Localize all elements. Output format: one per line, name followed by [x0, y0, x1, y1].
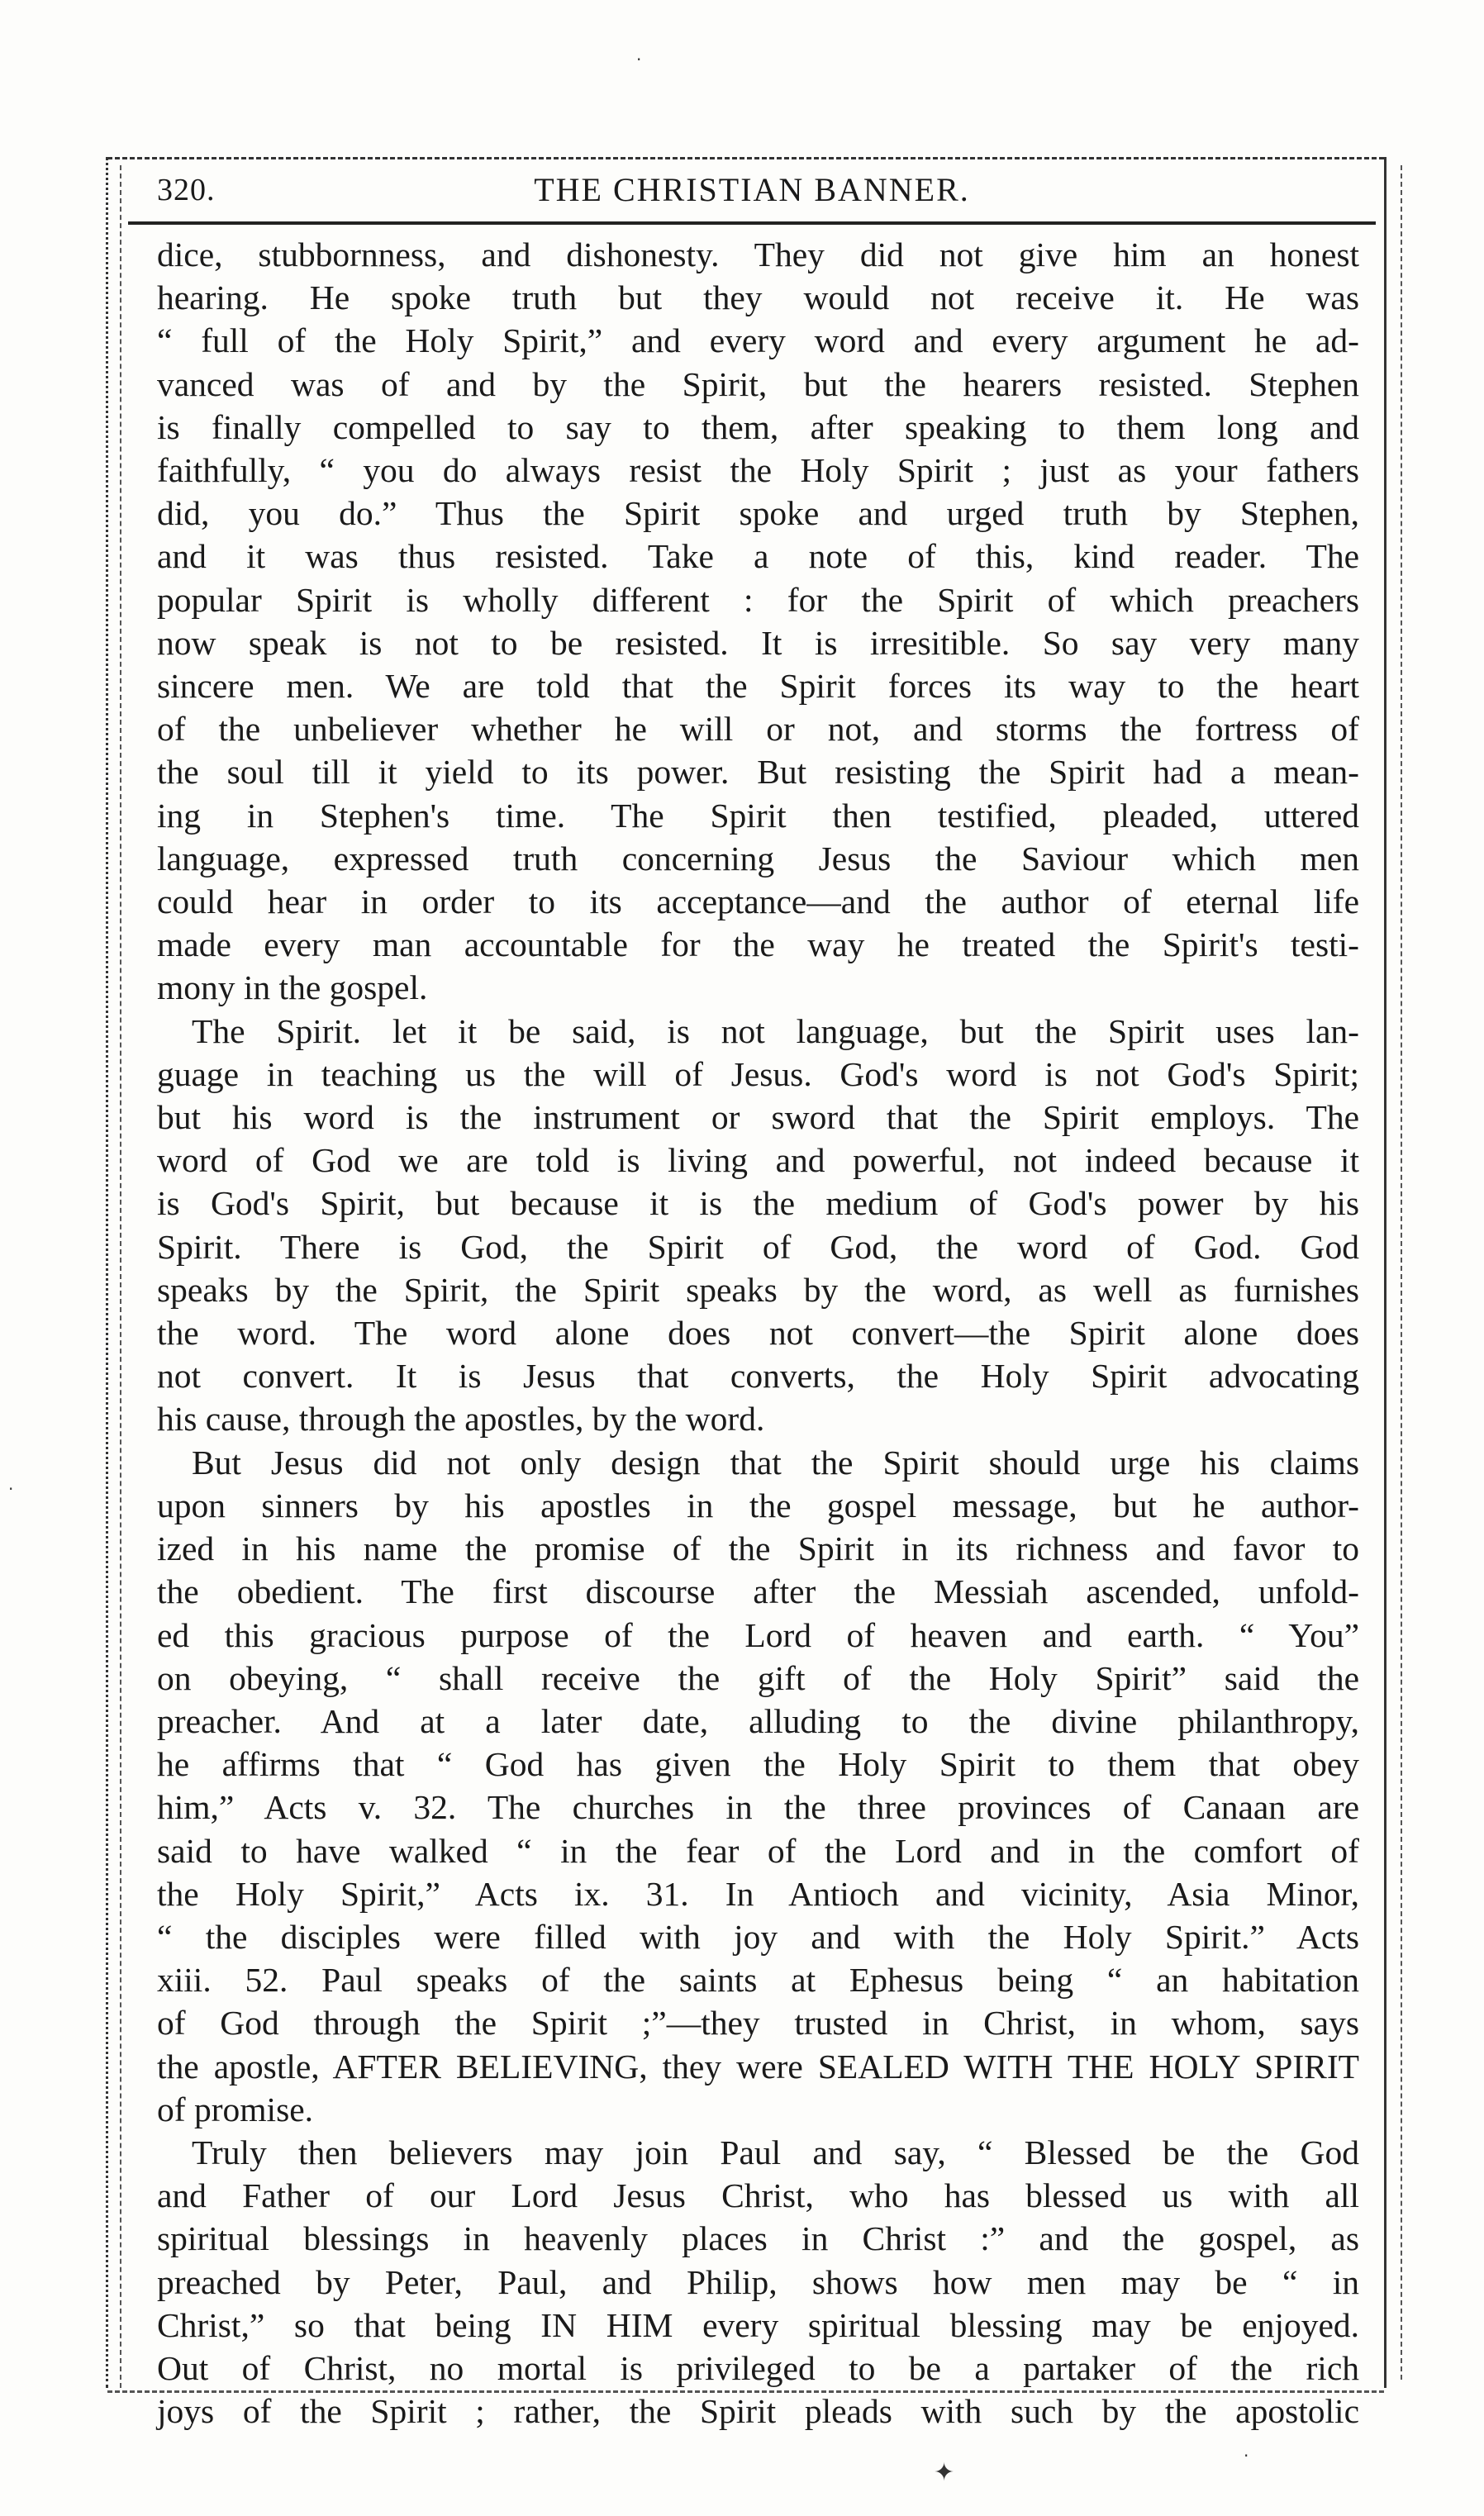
text-line: made every man accountable for the way he treated the Spirit's testi- [157, 925, 1359, 964]
header-rule [128, 221, 1376, 225]
text-line: of God through the Spirit ;”—they trusted in Christ, in whom, says [157, 2004, 1359, 2043]
text-line: preacher. And at a later date, alluding to the divine philanthropy, [157, 1701, 1359, 1740]
print-speck: · [1244, 2446, 1249, 2466]
text-line: vanced was of and by the Spirit, but the hearers resisted. Stephen [157, 364, 1359, 403]
print-speck: · [8, 1479, 14, 1499]
text-line: Out of Christ, no mortal is privileged to be a partaker of the rich [157, 2348, 1359, 2387]
text-line: of promise. [157, 2090, 314, 2128]
text-line: Christ,” so that being IN HIM every spiritual blessing may be enjoyed. [157, 2305, 1359, 2344]
text-line: ed this gracious purpose of the Lord of heaven and earth. “ You” [157, 1615, 1359, 1654]
text-line: ing in Stephen's time. The Spirit then testified, pleaded, uttered [157, 796, 1359, 835]
text-line: faithfully, “ you do always resist the Holy Spirit ; just as your fathers [157, 451, 1359, 490]
text-line: preached by Peter, Paul, and Philip, shows how men may be “ in [157, 2262, 1359, 2301]
text-line: is finally compelled to say to them, after speaking to them long and [157, 407, 1359, 446]
text-line: xiii. 52. Paul speaks of the saints at Ephesus being “ an habitation [157, 1961, 1359, 2000]
text-line: did, you do.” Thus the Spirit spoke and urged truth by Stephen, [157, 494, 1359, 533]
text-line: now speak is not to be resisted. It is irresitible. So say very many [157, 623, 1359, 662]
text-line: the word. The word alone does not convert—the Spirit alone does [157, 1314, 1359, 1353]
text-line: the Holy Spirit,” Acts ix. 31. In Antioch and vicinity, Asia Minor, [157, 1874, 1359, 1913]
text-line: and it was thus resisted. Take a note of this, kind reader. The [157, 537, 1359, 576]
text-line: But Jesus did not only design that the Spirit should urge his claims [192, 1443, 1359, 1482]
text-line: spiritual blessings in heavenly places in Christ :” and the gospel, as [157, 2219, 1359, 2258]
text-line: speaks by the Spirit, the Spirit speaks by the word, as well as furnishes [157, 1270, 1359, 1309]
page-border-left [106, 157, 108, 2388]
text-line: language, expressed truth concerning Jesus the Saviour which men [157, 839, 1359, 878]
text-line: and Father of our Lord Jesus Christ, who has blessed us with all [157, 2176, 1359, 2215]
page-border-left-inner [120, 165, 121, 2388]
text-line: is God's Spirit, but because it is the medium of God's power by his [157, 1184, 1359, 1223]
article-body [157, 233, 1359, 2433]
text-line: on obeying, “ shall receive the gift of the Holy Spirit” said the [157, 1658, 1359, 1697]
text-line: the apostle, AFTER BELIEVING, they were SEALED WITH THE HOLY SPIRIT [157, 2047, 1359, 2086]
text-line: of the unbeliever whether he will or not, and storms the fortress of [157, 710, 1359, 749]
text-line: The Spirit. let it be said, is not language, but the Spirit uses lan- [192, 1011, 1359, 1050]
text-line: not convert. It is Jesus that converts, the Holy Spirit advocating [157, 1357, 1359, 1396]
text-line: could hear in order to its acceptance—and the author of eternal life [157, 882, 1359, 921]
text-line: guage in teaching us the will of Jesus. God's word is not God's Spirit; [157, 1054, 1359, 1093]
text-line: but his word is the instrument or sword that the Spirit employs. The [157, 1098, 1359, 1137]
print-speck: · [636, 50, 642, 69]
text-line: sincere men. We are told that the Spirit forces its way to the heart [157, 667, 1359, 706]
text-line: dice, stubbornness, and dishonesty. They did not give him an honest [157, 235, 1359, 273]
page-border-top [107, 157, 1384, 159]
page-border-right-outer [1401, 165, 1402, 2380]
text-line: the obedient. The first discourse after the Messiah ascended, unfold- [157, 1572, 1359, 1611]
text-line: popular Spirit is wholly different : for the Spirit of which preachers [157, 580, 1359, 619]
text-line: him,” Acts v. 32. The churches in the three provinces of Canaan are [157, 1788, 1359, 1827]
page-header [136, 165, 1367, 215]
text-line: “ full of the Holy Spirit,” and every word and every argument he ad- [157, 321, 1359, 360]
text-line: his cause, through the apostles, by the word. [157, 1400, 765, 1439]
running-head-title: THE CHRISTIAN BANNER. [534, 171, 970, 208]
text-line: he affirms that “ God has given the Holy Spirit to them that obey [157, 1745, 1359, 1784]
text-line: ized in his name the promise of the Spirit in its richness and favor to [157, 1529, 1359, 1568]
page-number: 320. [157, 173, 216, 207]
text-line: Truly then believers may join Paul and say, “ Blessed be the God [192, 2133, 1359, 2171]
page-border-right [1384, 157, 1386, 2388]
text-line: word of God we are told is living and powerful, not indeed because it [157, 1141, 1359, 1180]
text-line: mony in the gospel. [157, 968, 428, 1007]
text-line: joys of the Spirit ; rather, the Spirit pleads with such by the apostolic [157, 2392, 1359, 2431]
text-line: Spirit. There is God, the Spirit of God, the word of God. God [157, 1227, 1359, 1266]
text-line: hearing. He spoke truth but they would not receive it. He was [157, 278, 1359, 317]
text-line: the soul till it yield to its power. But resisting the Spirit had a mean- [157, 753, 1359, 792]
text-line: “ the disciples were filled with joy and with the Holy Spirit.” Acts [157, 1917, 1359, 1956]
text-line: said to have walked “ in the fear of the Lord and in the comfort of [157, 1831, 1359, 1870]
print-speck: ✦ [934, 2458, 955, 2487]
text-line: upon sinners by his apostles in the gospel message, but he author- [157, 1486, 1359, 1524]
